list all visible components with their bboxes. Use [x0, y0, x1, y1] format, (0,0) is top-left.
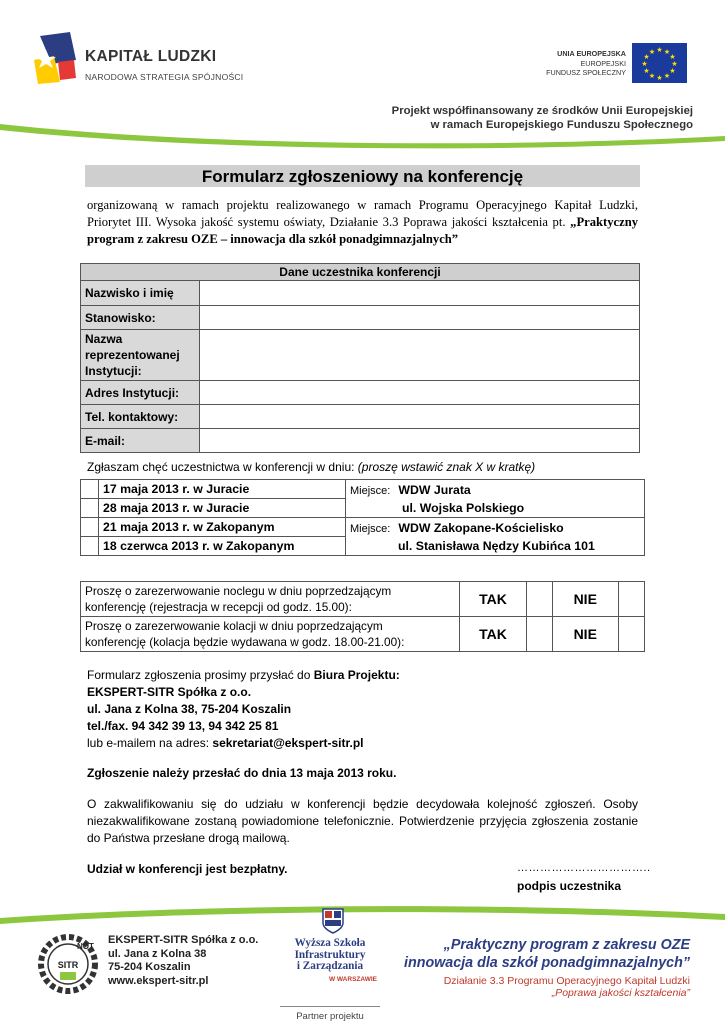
- position-label: Stanowisko:: [81, 306, 200, 330]
- address-field[interactable]: [200, 381, 640, 405]
- action-line-1: Działanie 3.3 Programu Operacyjnego Kapitał Ludzki: [443, 975, 690, 987]
- svg-text:★: ★: [643, 53, 650, 61]
- action-line-2: „Poprawa jakości kształcenia”: [551, 987, 690, 999]
- address-label: Adres Instytucji:: [81, 381, 200, 405]
- contact-company: EKSPERT-SITR Spółka z o.o.: [87, 685, 252, 699]
- dinner-yes-box[interactable]: [526, 617, 552, 652]
- date-2-checkbox[interactable]: [81, 499, 99, 518]
- accommodation-line-1: Proszę o zarezerwowanie noclegu w dniu poprzedzającym: [85, 584, 392, 598]
- institution-label-2: reprezentowanej: [85, 348, 180, 362]
- university-crest-icon: [322, 908, 344, 934]
- date-3-checkbox[interactable]: [81, 518, 99, 537]
- date-4-checkbox[interactable]: [81, 537, 99, 556]
- send-instruction: [87, 667, 638, 684]
- phone-label: Tel. kontaktowy:: [81, 405, 200, 429]
- svg-text:★: ★: [656, 46, 663, 54]
- svg-text:★: ★: [641, 60, 648, 68]
- place-label-1: Miejsce:: [350, 485, 391, 497]
- uni-line-1: Wyższa Szkoła: [294, 937, 366, 949]
- footer-street: ul. Jana z Kolna 38: [108, 947, 207, 960]
- signature-label: podpis uczestnika: [517, 879, 622, 893]
- place-1-name: WDW Jurata: [398, 483, 471, 497]
- accommodation-no-label: NIE: [552, 582, 618, 617]
- reservation-table: [80, 581, 645, 652]
- uni-line-3: i Zarządzania: [296, 960, 364, 972]
- send-text: Formularz zgłoszenia prosimy przysłać do: [87, 668, 314, 682]
- footer-action: [385, 975, 690, 999]
- place-label-2: Miejsce:: [350, 523, 391, 535]
- date-1-checkbox[interactable]: [81, 480, 99, 499]
- phone-field[interactable]: [200, 405, 640, 429]
- svg-text:★: ★: [648, 48, 656, 56]
- svg-text:★: ★: [656, 74, 663, 82]
- footer-program-title: [385, 936, 690, 972]
- dates-table: [80, 479, 645, 556]
- contact-block: [87, 667, 638, 752]
- kapital-ludzki-subtitle: NARODOWA STRATEGIA SPÓJNOŚCI: [85, 72, 244, 82]
- svg-text:★: ★: [663, 72, 671, 80]
- dinner-request: [81, 617, 460, 652]
- dinner-yes-label: TAK: [460, 617, 526, 652]
- logo-sitr-text: SITR: [57, 960, 79, 970]
- svg-text:★: ★: [671, 60, 678, 68]
- signature-line: ……………………………..: [517, 862, 651, 874]
- email-line: [87, 735, 638, 752]
- project-line-1: Projekt współfinansowany ze środków Unii Europejskiej: [391, 105, 693, 117]
- contact-phone: tel./fax. 94 342 39 13, 94 342 25 81: [87, 719, 279, 733]
- accommodation-request: [81, 582, 460, 617]
- footer-city: 75-204 Koszalin: [108, 961, 191, 973]
- dinner-no-box[interactable]: [618, 617, 644, 652]
- project-line-2: w ramach Europejskiego Funduszu Społecznego: [430, 119, 693, 131]
- dinner-no-label: NIE: [552, 617, 618, 652]
- kapital-ludzki-emblem-icon: [30, 30, 80, 85]
- accommodation-yes-label: TAK: [460, 582, 526, 617]
- partner-label: Partner projektu: [296, 1011, 364, 1022]
- eu-label: [520, 49, 626, 78]
- footer-green-swoosh: [0, 900, 725, 932]
- date-4: 18 czerwca 2013 r. w Zakopanym: [99, 537, 346, 556]
- uni-city: W WARSZAWIE: [328, 975, 377, 983]
- partner-divider: [280, 1006, 380, 1007]
- name-label: Nazwisko i imię: [81, 281, 200, 306]
- logo-not-text: NOT: [77, 942, 94, 951]
- date-2: 28 maja 2013 r. w Juracie: [99, 499, 346, 518]
- contact-email[interactable]: sekretariat@ekspert-sitr.pl: [212, 736, 364, 750]
- institution-label-1: Nazwa: [85, 332, 123, 346]
- footer-company: EKSPERT-SITR Spółka z o.o.: [108, 934, 259, 946]
- svg-text:★: ★: [669, 53, 676, 61]
- accommodation-line-2: konferencję (rejestracja w recepcji od godz. 15.00):: [85, 600, 352, 614]
- eu-line-1: UNIA EUROPEJSKA: [557, 49, 626, 58]
- place-2-street: ul. Stanisława Nędzy Kubińca 101: [398, 539, 595, 553]
- intro-paragraph: [87, 197, 638, 248]
- declaration-note: (proszę wstawić znak X w kratkę): [357, 460, 536, 474]
- send-bold: Biura Projektu:: [313, 668, 400, 682]
- ekspert-sitr-logo: [38, 934, 98, 994]
- position-field[interactable]: [200, 306, 640, 330]
- program-line-1: „Praktyczny program z zakresu OZE: [443, 937, 690, 953]
- place-jurata: [346, 480, 645, 518]
- eu-flag-icon: [632, 43, 687, 83]
- place-1-street: ul. Wojska Polskiego: [402, 501, 525, 515]
- date-3: 21 maja 2013 r. w Zakopanym: [99, 518, 346, 537]
- participant-table-header: Dane uczestnika konferencji: [81, 264, 640, 281]
- participant-table: [80, 263, 640, 453]
- svg-text:★: ★: [663, 48, 671, 56]
- participation-declaration: [87, 460, 535, 474]
- intro-project-name: „Praktyczny program z zakresu OZE – innowacja dla szkół ponadgimnazjalnych”: [87, 215, 638, 246]
- accommodation-yes-box[interactable]: [526, 582, 552, 617]
- dinner-line-1: Proszę o zarezerwowanie kolacji w dniu poprzedzającym: [85, 619, 383, 633]
- place-zakopane: [346, 518, 645, 556]
- deadline: Zgłoszenie należy przesłać do dnia 13 maja 2013 roku.: [87, 766, 397, 780]
- kapital-ludzki-title: KAPITAŁ LUDZKI: [85, 48, 217, 65]
- svg-text:★: ★: [669, 67, 676, 75]
- footer-web[interactable]: www.ekspert-sitr.pl: [108, 974, 209, 987]
- header-green-swoosh: [0, 118, 725, 158]
- dinner-line-2: konferencję (kolacja będzie wydawana w godz. 18.00-21.00):: [85, 635, 405, 649]
- name-field[interactable]: [200, 281, 640, 306]
- form-title: Formularz zgłoszeniowy na konferencję: [201, 167, 524, 186]
- qualification-text: O zakwalifikowaniu się do udziału w konferencji będzie decydowała kolejność zgłoszeń. Osoby niezakwalifikowane zostaną powiadomione telefonicznie. Potwierdzenie przyjęcia zgłoszenia zostanie do Państwa przesłane drogą mailową.: [87, 797, 638, 845]
- declaration-text: Zgłaszam chęć uczestnictwa w konferencji w dniu:: [87, 460, 358, 474]
- eu-line-3: FUNDUSZ SPOŁECZNY: [546, 68, 626, 78]
- institution-label: [81, 330, 200, 381]
- footer-address: [108, 934, 258, 988]
- email-label: E-mail:: [81, 429, 200, 453]
- free-participation: Udział w konferencji jest bezpłatny.: [87, 862, 288, 876]
- gear-logo-icon: [38, 934, 98, 994]
- email-text: lub e-mailem na adres:: [87, 736, 213, 750]
- institution-label-3: Instytucji:: [85, 364, 142, 378]
- place-2-name: WDW Zakopane-Kościelisko: [398, 521, 564, 535]
- program-line-2: innowacja dla szkół ponadgimnazjalnych”: [404, 955, 690, 971]
- accommodation-no-box[interactable]: [618, 582, 644, 617]
- svg-text:★: ★: [648, 72, 656, 80]
- uni-line-2: Infrastruktury: [294, 948, 366, 961]
- eu-line-2: EUROPEJSKI: [580, 58, 626, 68]
- kapital-ludzki-logo: [30, 30, 80, 85]
- intro-text: organizowaną w ramach projektu realizowanego w ramach Programu Operacyjnego Kapitał Ludzki, Priorytet III. Wysoka jakość systemu oświaty, Działanie 3.3 Poprawa jakości kształcenia pt.: [87, 198, 638, 229]
- institution-field[interactable]: [200, 330, 640, 381]
- date-1: 17 maja 2013 r. w Juracie: [99, 480, 346, 499]
- university-name: [275, 938, 385, 985]
- email-field[interactable]: [200, 429, 640, 453]
- svg-text:★: ★: [643, 67, 650, 75]
- contact-address: ul. Jana z Kolna 38, 75-204 Koszalin: [87, 702, 292, 716]
